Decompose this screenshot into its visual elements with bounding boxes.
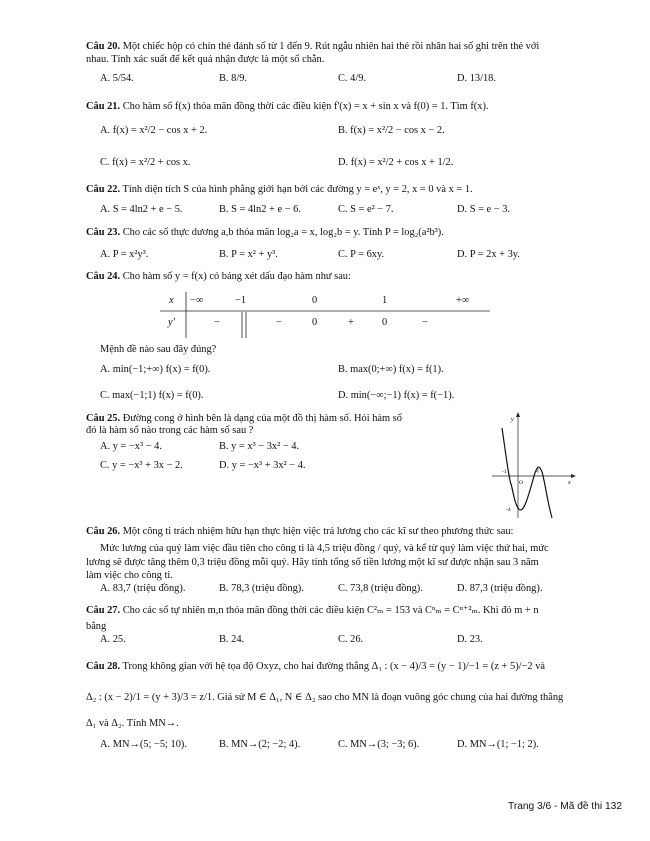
q27-option-c[interactable]: C. 26. <box>338 634 364 645</box>
graph-neg4-label: -4 <box>506 507 511 513</box>
q23-text-1: Cho các số thực dương a,b thỏa mãn log₂a = x, log₂b = y. Tính P = log₂(a²b³). <box>122 227 444 238</box>
q22-option-a[interactable]: A. S = 4ln2 + e − 5. <box>100 204 183 215</box>
q21-label: Câu 21. <box>86 101 121 112</box>
q25-label: Câu 25. <box>86 413 121 424</box>
q28-text-3: Δ₁ và Δ₂. Tính MN→. <box>86 718 179 729</box>
q20-option-d[interactable]: D. 13/18. <box>457 73 496 84</box>
q22-stem <box>86 183 473 196</box>
q20-option-b[interactable]: B. 8/9. <box>219 73 248 84</box>
x-axis-arrow <box>571 474 576 478</box>
q23-option-a[interactable]: A. P = x²y³. <box>100 249 149 260</box>
q27-text-1: Cho các số tự nhiên m,n thỏa mãn đồng thời các điều kiện C²ₘ = 153 và Cⁿₘ = Cⁿ⁺²ₘ. Khi đó m + n <box>122 605 539 616</box>
q28-text-1: Trong không gian với hệ tọa độ Oxyz, cho hai đường thẳng Δ₁ : (x − 4)/3 = (y − 1)/−1 = (z + 5)/−2 và <box>122 661 546 672</box>
q20-option-c[interactable]: C. 4/9. <box>338 73 367 84</box>
q24-option-b[interactable]: B. max(0;+∞) f(x) = f(1). <box>338 364 444 375</box>
table-x-neg-inf: −∞ <box>190 295 204 306</box>
q21-option-b[interactable]: B. f(x) = x²/2 − cos x − 2. <box>338 125 445 136</box>
q20-option-a[interactable]: A. 5/54. <box>100 73 134 84</box>
q23-option-c[interactable]: C. P = 6xy. <box>338 249 385 260</box>
page-footer: Trang 3/6 - Mã đề thi 132 <box>507 801 622 812</box>
q23-stem <box>86 226 444 239</box>
graph-2-label: 2 <box>536 468 539 474</box>
q28-option-b[interactable]: B. MN→(2; −2; 4). <box>219 739 301 750</box>
q28-stem <box>86 660 545 673</box>
q25-option-a[interactable]: A. y = −x³ − 4. <box>100 441 162 452</box>
table-sign-zero-2: 0 <box>382 317 388 328</box>
table-y-header: y' <box>168 317 175 328</box>
table-sign-4: − <box>422 317 428 328</box>
q27-text-2: bằng <box>86 621 107 632</box>
q28-label: Câu 28. <box>86 661 121 672</box>
table-x-header: x <box>169 295 174 306</box>
q26-label: Câu 26. <box>86 526 121 537</box>
q21-stem <box>86 100 489 113</box>
q28-text-2: Δ₂ : (x − 2)/1 = (y + 3)/3 = z/1. Giả sử M ∈ Δ₁, N ∈ Δ₂ sao cho MN là đoạn vuông góc chung của hai đường thẳng <box>86 692 564 703</box>
q24-stem <box>86 270 351 283</box>
curve <box>502 428 552 518</box>
table-sign-1: − <box>214 317 220 328</box>
q20-text-1: Một chiếc hộp có chín thẻ đánh số từ 1 đến 9. Rút ngẫu nhiên hai thẻ rồi nhân hai số ghi trên thẻ với <box>122 41 540 52</box>
q26-option-c[interactable]: C. 73,8 (triệu đồng). <box>338 583 423 594</box>
q26-text-3: lương sẽ được tăng thêm 0,3 triệu đồng mỗi quý. Hãy tính tổng số tiền lương một kĩ sư được nhận sau 3 năm <box>86 557 539 568</box>
q22-option-b[interactable]: B. S = 4ln2 + e − 6. <box>219 204 301 215</box>
q26-option-a[interactable]: A. 83,7 (triệu đồng). <box>100 583 186 594</box>
q25-option-d[interactable]: D. y = −x³ + 3x² − 4. <box>219 460 306 471</box>
table-x-0: 0 <box>312 295 318 306</box>
sign-table <box>160 292 490 338</box>
q21-option-d[interactable]: D. f(x) = x²/2 + cos x + 1/2. <box>338 157 454 168</box>
q25-option-b[interactable]: B. y = x³ − 3x² − 4. <box>219 441 300 452</box>
q27-option-a[interactable]: A. 25. <box>100 634 126 645</box>
q27-option-d[interactable]: D. 23. <box>457 634 483 645</box>
q21-text-1: Cho hàm số f(x) thỏa mãn đồng thời các điều kiện f'(x) = x + sin x và f(0) = 1. Tìm f(x). <box>122 101 489 112</box>
q22-label: Câu 22. <box>86 184 121 195</box>
q21-option-a[interactable]: A. f(x) = x²/2 − cos x + 2. <box>100 125 208 136</box>
table-x-1: 1 <box>382 295 388 306</box>
q26-option-b[interactable]: B. 78,3 (triệu đồng). <box>219 583 304 594</box>
cubic-graph <box>490 410 580 520</box>
q26-text-2: Mức lương của quý làm việc đầu tiên cho công ti là 4,5 triệu đồng / quý, và kể từ quý làm việc thứ hai, mức <box>100 543 549 554</box>
graph-origin-label: O <box>519 480 523 486</box>
q28-option-c[interactable]: C. MN→(3; −3; 6). <box>338 739 420 750</box>
q23-label: Câu 23. <box>86 227 121 238</box>
table-sign-3: + <box>348 317 354 328</box>
graph-y-label: y <box>511 417 514 423</box>
q27-stem <box>86 604 539 617</box>
q24-option-d[interactable]: D. min(−∞;−1) f(x) = f(−1). <box>338 390 455 401</box>
q28-option-d[interactable]: D. MN→(1; −1; 2). <box>457 739 539 750</box>
y-axis-arrow <box>516 412 520 417</box>
q25-text-2: đó là hàm số nào trong các hàm số sau ? <box>86 425 254 436</box>
q24-option-c[interactable]: C. max(−1;1) f(x) = f(0). <box>100 390 204 401</box>
q24-label: Câu 24. <box>86 271 121 282</box>
q25-text-1: Đường cong ở hình bên là dạng của một đồ thị hàm số. Hỏi hàm số <box>122 413 402 424</box>
q28-option-a[interactable]: A. MN→(5; −5; 10). <box>100 739 187 750</box>
graph-x-label: x <box>568 480 571 486</box>
q20-text-2: nhau. Tính xác suất để kết quả nhận được là một số chẵn. <box>86 54 325 65</box>
q23-option-d[interactable]: D. P = 2x + 3y. <box>457 249 520 260</box>
q24-text-1: Cho hàm số y = f(x) có bảng xét dấu đạo hàm như sau: <box>122 271 351 282</box>
q26-text-1: Một công ti trách nhiệm hữu hạn thực hiện việc trả lương cho các kĩ sư theo phương thức sau: <box>122 526 514 537</box>
table-x-neg1: −1 <box>235 295 247 306</box>
q26-stem <box>86 525 513 538</box>
q26-text-4: làm việc cho công ti. <box>86 570 173 581</box>
sign-table-lines <box>160 292 490 338</box>
table-x-pos-inf: +∞ <box>456 295 470 306</box>
table-sign-zero-1: 0 <box>312 317 318 328</box>
q23-option-b[interactable]: B. P = x² + y³. <box>219 249 278 260</box>
q22-text-1: Tính diện tích S của hình phẳng giới hạn bởi các đường y = eˣ, y = 2, x = 0 và x = 1. <box>122 184 473 195</box>
q24-text-2: Mệnh đề nào sau đây đúng? <box>100 344 217 355</box>
q27-label: Câu 27. <box>86 605 121 616</box>
q24-option-a[interactable]: A. min(−1;+∞) f(x) = f(0). <box>100 364 211 375</box>
q22-option-d[interactable]: D. S = e − 3. <box>457 204 510 215</box>
q27-option-b[interactable]: B. 24. <box>219 634 245 645</box>
graph-neg1-label: -1 <box>502 469 507 475</box>
table-sign-2: − <box>276 317 282 328</box>
q20-stem <box>86 40 539 53</box>
q21-option-c[interactable]: C. f(x) = x²/2 + cos x. <box>100 157 191 168</box>
q22-option-c[interactable]: C. S = e² − 7. <box>338 204 394 215</box>
q26-option-d[interactable]: D. 87,3 (triệu đồng). <box>457 583 543 594</box>
q25-option-c[interactable]: C. y = −x³ + 3x − 2. <box>100 460 183 471</box>
q20-label: Câu 20. <box>86 41 121 52</box>
